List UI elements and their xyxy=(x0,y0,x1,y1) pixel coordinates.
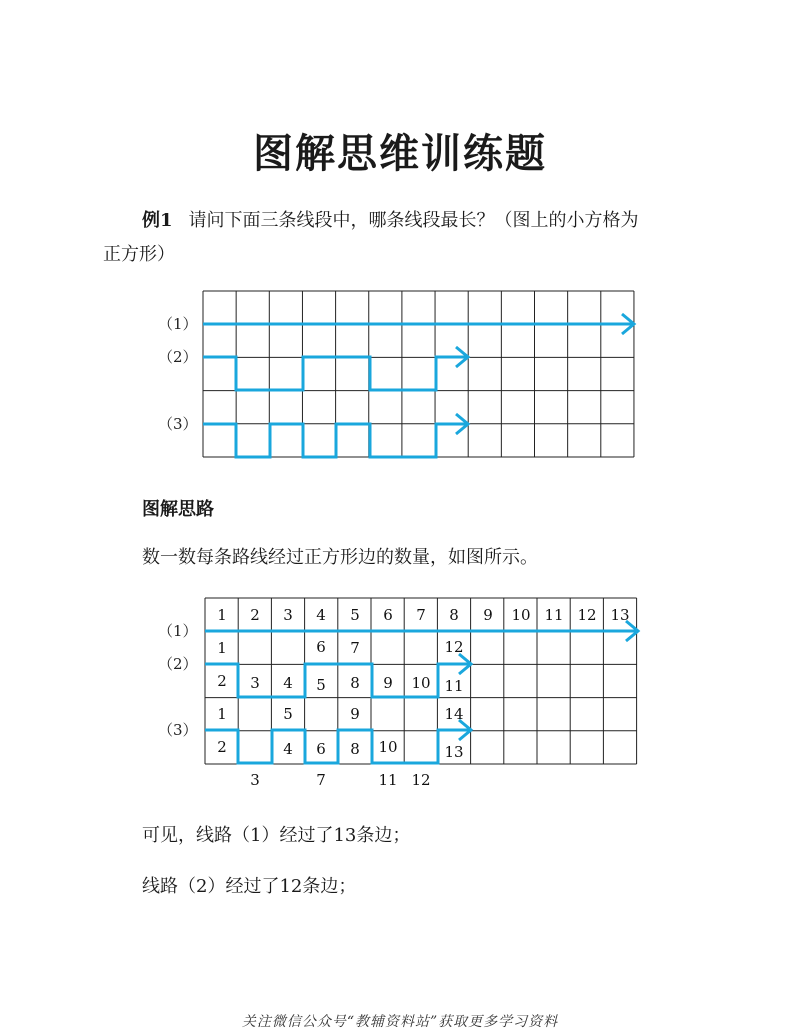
example-label: 例1 xyxy=(142,210,173,231)
fig2-row-label-3: （3） xyxy=(158,721,198,739)
fig2-inner-number: 8 xyxy=(350,674,360,692)
conclusion-line-2: 线路（2）经过了12条边； xyxy=(142,876,357,897)
page-title: 图解思维训练题 xyxy=(253,131,547,177)
fig2-inner-number: 5 xyxy=(316,676,326,694)
fig2-top-number: 12 xyxy=(577,606,597,624)
example-text-line2: 正方形） xyxy=(103,244,175,265)
fig2-bottom-number: 7 xyxy=(316,771,326,789)
example-text-line1: 请问下面三条线段中，哪条线段最长？（图上的小方格为 xyxy=(188,210,639,231)
fig2-inner-number: 6 xyxy=(316,740,326,758)
fig2-row-label-2: （2） xyxy=(158,655,198,673)
fig2-inner-number: 14 xyxy=(444,705,464,723)
conclusion-line-1: 可见，线路（1）经过了13条边； xyxy=(142,825,411,846)
fig1-row-label-1: （1） xyxy=(158,315,198,333)
fig2-inner-number: 9 xyxy=(383,674,393,692)
fig2-top-number: 9 xyxy=(483,606,493,624)
section-heading: 图解思路 xyxy=(142,499,214,520)
fig2-top-number: 7 xyxy=(416,606,426,624)
fig2-inner-number: 13 xyxy=(444,743,464,761)
fig2-bottom-number: 11 xyxy=(378,771,398,789)
fig2-inner-number: 3 xyxy=(250,674,260,692)
fig2-top-number: 2 xyxy=(250,606,260,624)
fig2-top-number: 13 xyxy=(610,606,630,624)
fig2-top-number: 4 xyxy=(316,606,326,624)
fig2-inner-number: 7 xyxy=(350,639,360,657)
fig2-inner-number: 11 xyxy=(444,677,464,695)
fig2-inner-number: 8 xyxy=(350,740,360,758)
footer-watermark: 关注微信公众号“教辅资料站”获取更多学习资料 xyxy=(241,1014,559,1030)
fig2-top-number: 8 xyxy=(449,606,459,624)
fig2-bottom-number: 12 xyxy=(411,771,431,789)
fig2-inner-number: 10 xyxy=(378,738,398,756)
fig2-top-number: 6 xyxy=(383,606,393,624)
fig2-top-number: 5 xyxy=(350,606,360,624)
fig2-inner-number: 5 xyxy=(283,705,293,723)
fig2-inner-number: 9 xyxy=(350,705,360,723)
fig1-row-label-3: （3） xyxy=(158,415,198,433)
fig2-inner-number: 4 xyxy=(283,674,293,692)
fig2-inner-number: 2 xyxy=(217,738,227,756)
fig2-inner-number: 6 xyxy=(316,638,326,656)
fig2-top-number: 3 xyxy=(283,606,293,624)
instruction-text: 数一数每条路线经过正方形边的数量，如图所示。 xyxy=(142,547,538,568)
fig2-bottom-number: 3 xyxy=(250,771,260,789)
fig2-path-3 xyxy=(205,730,470,763)
fig2-top-number: 1 xyxy=(217,606,227,624)
fig2-inner-number: 12 xyxy=(444,638,464,656)
fig2-top-number: 10 xyxy=(511,606,531,624)
fig2-inner-number: 10 xyxy=(411,674,431,692)
fig2-inner-number: 2 xyxy=(217,672,227,690)
fig2-top-number: 11 xyxy=(544,606,564,624)
fig1-row-label-2: （2） xyxy=(158,348,198,366)
fig2-row-label-1: （1） xyxy=(158,622,198,640)
fig2-inner-number: 4 xyxy=(283,740,293,758)
fig2-inner-number: 1 xyxy=(217,639,227,657)
fig2-inner-number: 1 xyxy=(217,705,227,723)
